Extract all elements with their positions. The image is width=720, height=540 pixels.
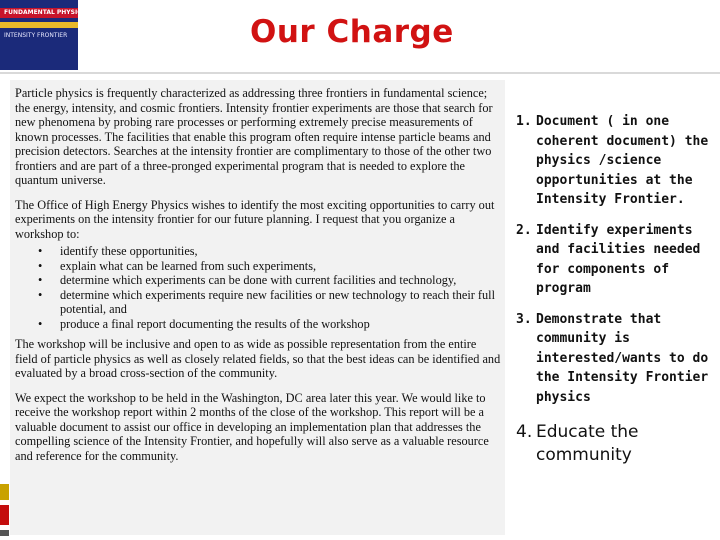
title-divider (0, 72, 720, 74)
workshop-logo (0, 0, 112, 70)
charge-number: 2. (516, 222, 532, 238)
charge-text: Document ( in one coherent document) the physics /science opportunities at the Intensity Frontier. (536, 114, 709, 207)
logo-gold-band (0, 22, 78, 28)
left-edge-mark-gold (0, 484, 9, 500)
charge-text: Identify experiments and facilities needed for components of program (536, 222, 701, 296)
letter-paragraph-3: The workshop will be inclusive and open to as wide as possible representation from the entire field of particle physics as well as closely related fields, so that the best ideas can be identified and evaluated by a broad cross-section of the community. (15, 337, 501, 380)
charge-number: 4. (516, 422, 533, 442)
charge-letter-excerpt (10, 80, 505, 535)
left-edge-mark-red (0, 505, 9, 525)
list-item: • determine which experiments require new facilities or new technology to reach their full potential, and (60, 288, 501, 317)
charge-item-1 (514, 112, 720, 210)
list-item: • determine which experiments can be done with current facilities and technology, (60, 273, 501, 288)
charge-number: 1. (516, 114, 532, 129)
list-item: • produce a final report documenting the results of the workshop (60, 317, 501, 332)
letter-paragraph-4: We expect the workshop to be held in the Washington, DC area later this year. We would like to receive the workshop report within 2 months of the close of the workshop. This report will be a valuable document to assist our office in developing an implementation plan that addresses the compelling science of the Intensity Frontier, and hopefully will also serve as a valuable resource and reference for the community. (15, 390, 489, 463)
left-edge-strip (0, 74, 10, 540)
workshop-goals-list (15, 244, 501, 331)
letter-paragraph-2: The Office of High Energy Physics wishes to identify the most exciting opportunities to carry out experiments on the intensity frontier for our future planning. I request that you organize a workshop to: (15, 197, 495, 241)
letter-paragraph-1: Particle physics is frequently characterized as addressing three frontiers in fundamental science; the energy, intensity, and cosmic frontiers. Intensity frontier experiments are those that search for new phenomena by probing rare processes or performing extremely precise measurements of known processes. The facilities that enable this program often require intense particle beams and precision detectors. Searches at the intensity frontier are complimentary to those of the other two frontiers and are part of a three-pronged experimental program that is needed to explore the quantum universe. (15, 86, 493, 187)
charge-item-4 (514, 421, 720, 467)
charge-text: Demonstrate that community is interested/wants to do the Intensity Frontier physics (536, 311, 709, 405)
slide-title: Our Charge (250, 14, 454, 50)
charge-item-2 (514, 221, 720, 299)
list-item: • explain what can be learned from such experiments, (60, 259, 501, 274)
list-item: • identify these opportunities, (60, 244, 501, 259)
charge-text: Educate the community (536, 422, 639, 465)
left-edge-mark-dark (0, 530, 9, 536)
logo-line-2: INTENSITY FRONTIER (4, 32, 68, 39)
charge-item-3 (514, 310, 720, 408)
charge-number: 3. (516, 311, 532, 327)
charge-list (514, 112, 720, 478)
logo-line-1: FUNDAMENTAL PHYSICS AT THE (4, 9, 112, 16)
